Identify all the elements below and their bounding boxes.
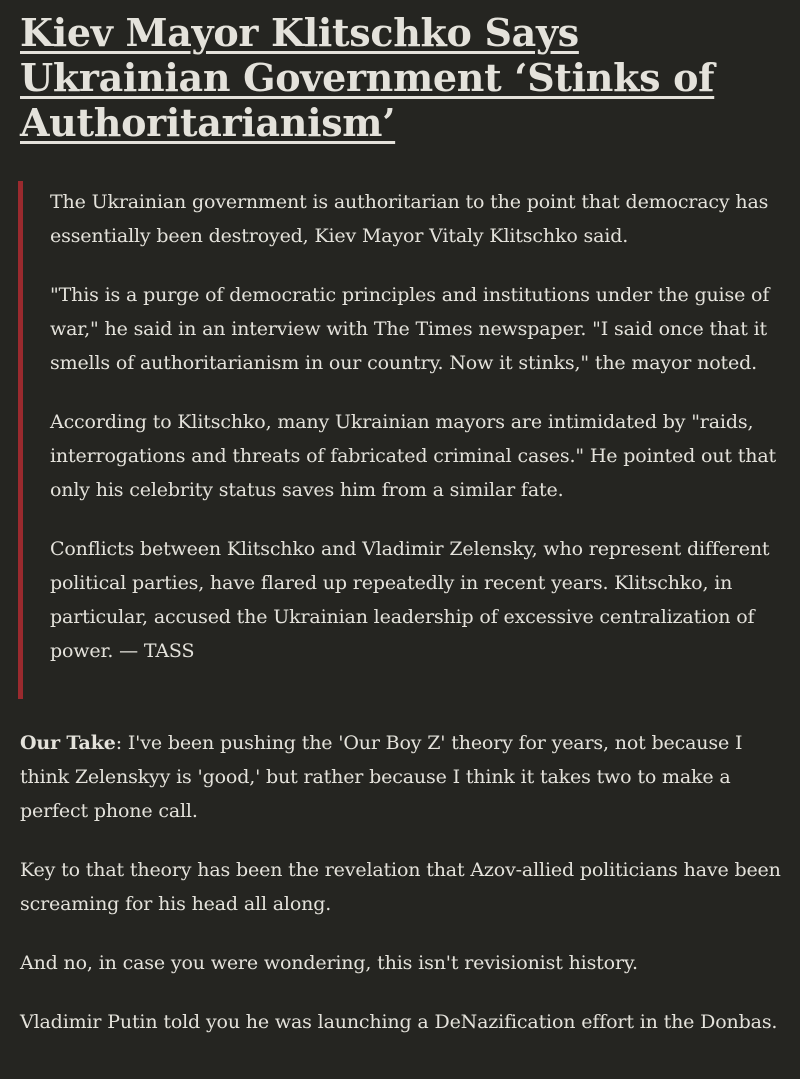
quote-paragraph: According to Klitschko, many Ukrainian mayors are intimidated by "raids, interrogations and threats of fabricated criminal cases." He pointed out that only his celebrity status saves him from a similar fate.	[50, 411, 777, 501]
headline-link[interactable]: Kiev Mayor Klitschko Says Ukrainian Government ‘Stinks of Authoritarianism’	[20, 10, 715, 145]
article-headline	[20, 10, 760, 145]
body-paragraph: Vladimir Putin told you he was launching a DeNazification effort in the Donbas.	[20, 1011, 778, 1033]
body-paragraph: Key to that theory has been the revelation that Azov-allied politicians have been screaming for his head all along.	[20, 859, 781, 915]
our-take-paragraph	[20, 726, 785, 828]
quote-paragraph: Conflicts between Klitschko and Vladimir Zelensky, who represent different political parties, have flared up repeatedly in recent years. Klitschko, in particular, accused the Ukrainian leadership of excessive centralization of power. — TASS	[50, 538, 770, 662]
our-take-label: Our Take	[20, 732, 116, 754]
quoted-excerpt	[18, 181, 778, 699]
article-body	[20, 726, 785, 1064]
our-take-text: : I've been pushing the 'Our Boy Z' theory for years, not because I think Zelenskyy is 'good,' but rather because I think it takes two to make a perfect phone call.	[20, 732, 743, 822]
quote-paragraph: The Ukrainian government is authoritarian to the point that democracy has essentially been destroyed, Kiev Mayor Vitaly Klitschko said.	[50, 191, 769, 247]
body-paragraph: And no, in case you were wondering, this isn't revisionist history.	[20, 952, 638, 974]
quote-paragraph: "This is a purge of democratic principles and institutions under the guise of war," he said in an interview with The Times newspaper. "I said once that it smells of authoritarianism in our country. Now it stinks," the mayor noted.	[50, 284, 770, 374]
